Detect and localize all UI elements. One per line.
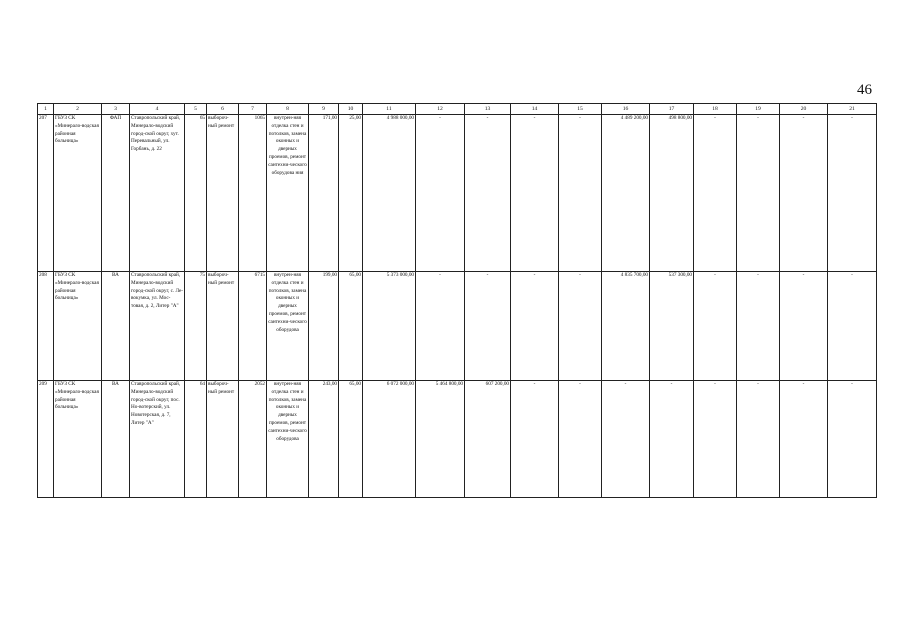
value-cell: 4 988 000,00 bbox=[363, 115, 416, 272]
col-header: 12 bbox=[416, 104, 465, 115]
institution-cell: ГБУЗ СК «Минерало-водская районная больница» bbox=[54, 272, 102, 381]
value-cell: - bbox=[416, 115, 465, 272]
col-header: 8 bbox=[267, 104, 309, 115]
row-number: 209 bbox=[38, 381, 54, 498]
value-cell: - bbox=[737, 115, 780, 272]
value-cell: 607 200,00 bbox=[465, 381, 511, 498]
repair-type-cell: выбороч-ный ремонт bbox=[207, 381, 239, 498]
year-cell: 65 bbox=[185, 115, 207, 272]
value-cell: 5 464 800,00 bbox=[416, 381, 465, 498]
value-cell: - bbox=[602, 381, 650, 498]
col-header: 10 bbox=[339, 104, 363, 115]
col-header: 18 bbox=[694, 104, 737, 115]
value-cell: 199,00 bbox=[309, 272, 339, 381]
value-cell: - bbox=[511, 115, 559, 272]
area-cell: 2052 bbox=[239, 381, 267, 498]
value-cell: 4 835 700,00 bbox=[602, 272, 650, 381]
col-header: 19 bbox=[737, 104, 780, 115]
year-cell: 64 bbox=[185, 381, 207, 498]
value-cell: - bbox=[780, 381, 828, 498]
works-cell: внутрен-няя отделка стен и потолков, замена оконных и дверных проемов, ремонт сантехни-ческого оборудова bbox=[267, 381, 309, 498]
row-number: 208 bbox=[38, 272, 54, 381]
value-cell: 65,00 bbox=[339, 272, 363, 381]
value-cell: - bbox=[511, 381, 559, 498]
value-cell: - bbox=[416, 272, 465, 381]
value-cell: - bbox=[828, 272, 877, 381]
table-row bbox=[38, 272, 877, 381]
col-header: 6 bbox=[207, 104, 239, 115]
col-header: 11 bbox=[363, 104, 416, 115]
address-cell: Ставропольский край, Минерало-водский город-ской округ, хут. Перевальный, ул. Горбань, д. 22 bbox=[130, 115, 185, 272]
header-row bbox=[38, 104, 877, 115]
institution-cell: ГБУЗ СК «Минерало-водская районная больница» bbox=[54, 381, 102, 498]
col-header: 5 bbox=[185, 104, 207, 115]
address-cell: Ставропольский край, Минерало-водский город-ской округ, с. Ле-вокумка, ул. Мос-товая, д. 2, Литер "А" bbox=[130, 272, 185, 381]
value-cell: - bbox=[694, 115, 737, 272]
area-cell: 1065 bbox=[239, 115, 267, 272]
value-cell: - bbox=[559, 115, 602, 272]
value-cell: - bbox=[694, 381, 737, 498]
value-cell: 243,00 bbox=[309, 381, 339, 498]
col-header: 2 bbox=[54, 104, 102, 115]
value-cell: - bbox=[465, 272, 511, 381]
facility-type-cell: ВА bbox=[102, 381, 130, 498]
year-cell: 75 bbox=[185, 272, 207, 381]
value-cell: - bbox=[828, 381, 877, 498]
col-header: 1 bbox=[38, 104, 54, 115]
value-cell: 25,00 bbox=[339, 115, 363, 272]
value-cell: 65,00 bbox=[339, 381, 363, 498]
col-header: 15 bbox=[559, 104, 602, 115]
col-header: 17 bbox=[650, 104, 694, 115]
repair-type-cell: выбороч-ный ремонт bbox=[207, 272, 239, 381]
value-cell: 5 373 000,00 bbox=[363, 272, 416, 381]
facility-type-cell: ВА bbox=[102, 272, 130, 381]
col-header: 20 bbox=[780, 104, 828, 115]
col-header: 3 bbox=[102, 104, 130, 115]
col-header: 14 bbox=[511, 104, 559, 115]
table-row bbox=[38, 381, 877, 498]
value-cell: - bbox=[737, 381, 780, 498]
works-cell: внутрен-няя отделка стен и потолков, замена оконных и дверных проемов, ремонт сантехни-ческого оборудова bbox=[267, 272, 309, 381]
col-header: 16 bbox=[602, 104, 650, 115]
table-row bbox=[38, 115, 877, 272]
value-cell: - bbox=[559, 272, 602, 381]
col-header: 7 bbox=[239, 104, 267, 115]
value-cell: - bbox=[465, 115, 511, 272]
col-header: 4 bbox=[130, 104, 185, 115]
row-number: 207 bbox=[38, 115, 54, 272]
institution-cell: ГБУЗ СК «Минерало-водская районная больница» bbox=[54, 115, 102, 272]
data-table bbox=[37, 103, 877, 498]
col-header: 21 bbox=[828, 104, 877, 115]
works-cell: внутрен-няя отделка стен и потолков, замена оконных и дверных проемов, ремонт сантехни-ческого оборудова ния bbox=[267, 115, 309, 272]
value-cell: - bbox=[650, 381, 694, 498]
value-cell: 4 489 200,00 bbox=[602, 115, 650, 272]
value-cell: - bbox=[780, 272, 828, 381]
value-cell: - bbox=[828, 115, 877, 272]
facility-type-cell: ФАП bbox=[102, 115, 130, 272]
area-cell: 6715 bbox=[239, 272, 267, 381]
value-cell: 6 072 000,00 bbox=[363, 381, 416, 498]
value-cell: 537 300,00 bbox=[650, 272, 694, 381]
value-cell: - bbox=[780, 115, 828, 272]
col-header: 13 bbox=[465, 104, 511, 115]
value-cell: - bbox=[694, 272, 737, 381]
address-cell: Ставропольский край, Минерало-водский город-ской округ, пос. Но-вотерский, ул. Новотерская, д. 7, Литер "А" bbox=[130, 381, 185, 498]
value-cell: - bbox=[559, 381, 602, 498]
value-cell: - bbox=[511, 272, 559, 381]
value-cell: 171,00 bbox=[309, 115, 339, 272]
col-header: 9 bbox=[309, 104, 339, 115]
repair-type-cell: выбороч-ный ремонт bbox=[207, 115, 239, 272]
page-number: 46 bbox=[857, 82, 872, 98]
value-cell: - bbox=[737, 272, 780, 381]
value-cell: 498 800,00 bbox=[650, 115, 694, 272]
